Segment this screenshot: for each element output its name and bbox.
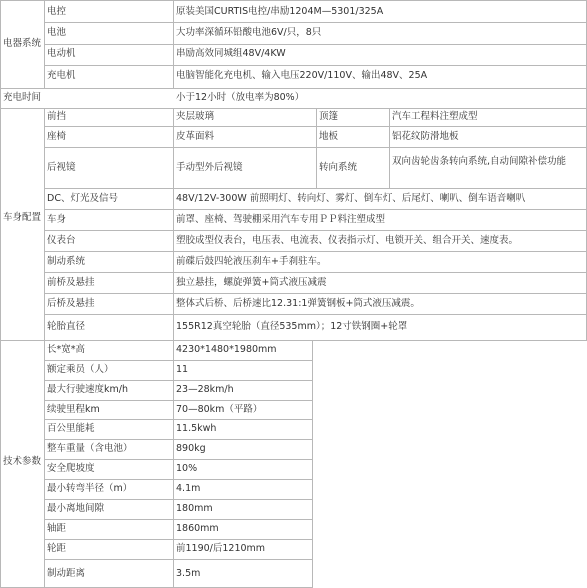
tech-value: 10% bbox=[176, 463, 198, 474]
body-pair-value: 夹层玻璃 bbox=[176, 111, 215, 122]
body-pair-value: 汽车工程料注塑成型 bbox=[392, 111, 478, 122]
section-charging-time: 充电时间 bbox=[3, 92, 42, 103]
tech-label: 安全爬坡度 bbox=[47, 463, 95, 474]
electrical-value: 大功率深循环铅酸电池6V/只，8只 bbox=[176, 27, 322, 38]
electrical-value: 串励高效同城组48V/4KW bbox=[176, 48, 286, 59]
body-pair-label: 转向系统 bbox=[319, 162, 358, 173]
tech-label: 制动距离 bbox=[47, 568, 86, 579]
tech-value: 23—28km/h bbox=[176, 384, 234, 395]
tech-value: 70—80km（平路） bbox=[176, 404, 263, 415]
section-body-config: 车身配置 bbox=[3, 212, 42, 223]
body-pair-label: 后视镜 bbox=[47, 162, 76, 173]
tech-value: 11 bbox=[176, 364, 189, 375]
tech-value: 3.5m bbox=[176, 568, 201, 579]
tech-label: 轴距 bbox=[47, 523, 67, 534]
body-row-value: 独立悬挂，螺旋弹簧+筒式液压减震 bbox=[176, 277, 327, 288]
tech-value: 4.1m bbox=[176, 483, 201, 494]
tech-value: 180mm bbox=[176, 503, 213, 514]
electrical-value: 原装美国CURTIS电控/串励1204M—5301/325A bbox=[176, 6, 384, 17]
section-electrical: 电器系统 bbox=[3, 38, 42, 49]
body-pair-label: 座椅 bbox=[47, 131, 67, 142]
tech-label: 最小转弯半径（m） bbox=[47, 483, 133, 494]
body-row-label: 前桥及悬挂 bbox=[47, 277, 95, 288]
body-row-value: 整体式后桥、后桥速比12.31:1弹簧钢板+筒式液压减震。 bbox=[176, 298, 420, 309]
tech-label: 百公里能耗 bbox=[47, 423, 95, 434]
tech-label: 整车重量（含电池） bbox=[47, 443, 133, 454]
tech-label: 额定乘员（人） bbox=[47, 364, 114, 375]
body-row-label: 制动系统 bbox=[47, 256, 86, 267]
tech-label: 最大行驶速度km/h bbox=[47, 384, 128, 395]
body-row-value: 前罩、座椅、驾驶棚采用汽车专用ＰＰ料注塑成型 bbox=[176, 214, 386, 225]
electrical-label: 电控 bbox=[47, 6, 67, 17]
body-pair-value: 铝花纹防滑地板 bbox=[392, 131, 459, 142]
body-pair-value: 皮革面料 bbox=[176, 131, 215, 142]
electrical-value: 电脑智能化充电机、输入电压220V/110V、输出48V、25A bbox=[176, 70, 428, 81]
body-row-label: 轮胎直径 bbox=[47, 321, 86, 332]
body-row-value: 塑胶成型仪表台，电压表、电流表、仪表指示灯、电锁开关、组合开关、速度表。 bbox=[176, 235, 519, 246]
body-row-label: DC、灯光及信号 bbox=[47, 193, 118, 204]
body-row-label: 后桥及悬挂 bbox=[47, 298, 95, 309]
tech-value: 890kg bbox=[176, 443, 206, 454]
electrical-label: 充电机 bbox=[47, 70, 76, 81]
tech-value: 1860mm bbox=[176, 523, 219, 534]
body-pair-label: 顶篷 bbox=[319, 111, 339, 122]
body-pair-label: 前挡 bbox=[47, 111, 67, 122]
tech-label: 最小离地间隙 bbox=[47, 503, 105, 514]
body-row-label: 仪表台 bbox=[47, 235, 76, 246]
body-row-value: 前碟后鼓四轮液压刹车+手刹驻车。 bbox=[176, 256, 327, 267]
tech-label: 续驶里程km bbox=[47, 404, 100, 415]
tech-label: 长*宽*高 bbox=[47, 344, 86, 355]
electrical-label: 电池 bbox=[47, 27, 67, 38]
body-pair-value: 手动型外后视镜 bbox=[176, 162, 243, 173]
tech-value: 4230*1480*1980mm bbox=[176, 344, 277, 355]
body-row-value: 48V/12V-300W 前照明灯、转向灯、雾灯、倒车灯、后尾灯、喇叭、倒车语音喇叭 bbox=[176, 193, 526, 204]
tech-value: 前1190/后1210mm bbox=[176, 543, 266, 554]
body-row-label: 车身 bbox=[47, 214, 67, 225]
tech-label: 轮距 bbox=[47, 543, 67, 554]
charging-time-value: 小于12小时（放电率为80%） bbox=[176, 92, 305, 103]
body-row-value: 155R12真空轮胎（直径535mm）；12寸铁钢圈+轮罩 bbox=[176, 321, 408, 332]
body-pair-label: 地板 bbox=[319, 131, 339, 142]
tech-value: 11.5kwh bbox=[176, 423, 217, 434]
body-pair-value: 双向齿轮齿条转向系统,自动间隙补偿功能 bbox=[392, 156, 567, 167]
electrical-label: 电动机 bbox=[47, 48, 76, 59]
section-tech-params: 技术参数 bbox=[3, 456, 42, 467]
